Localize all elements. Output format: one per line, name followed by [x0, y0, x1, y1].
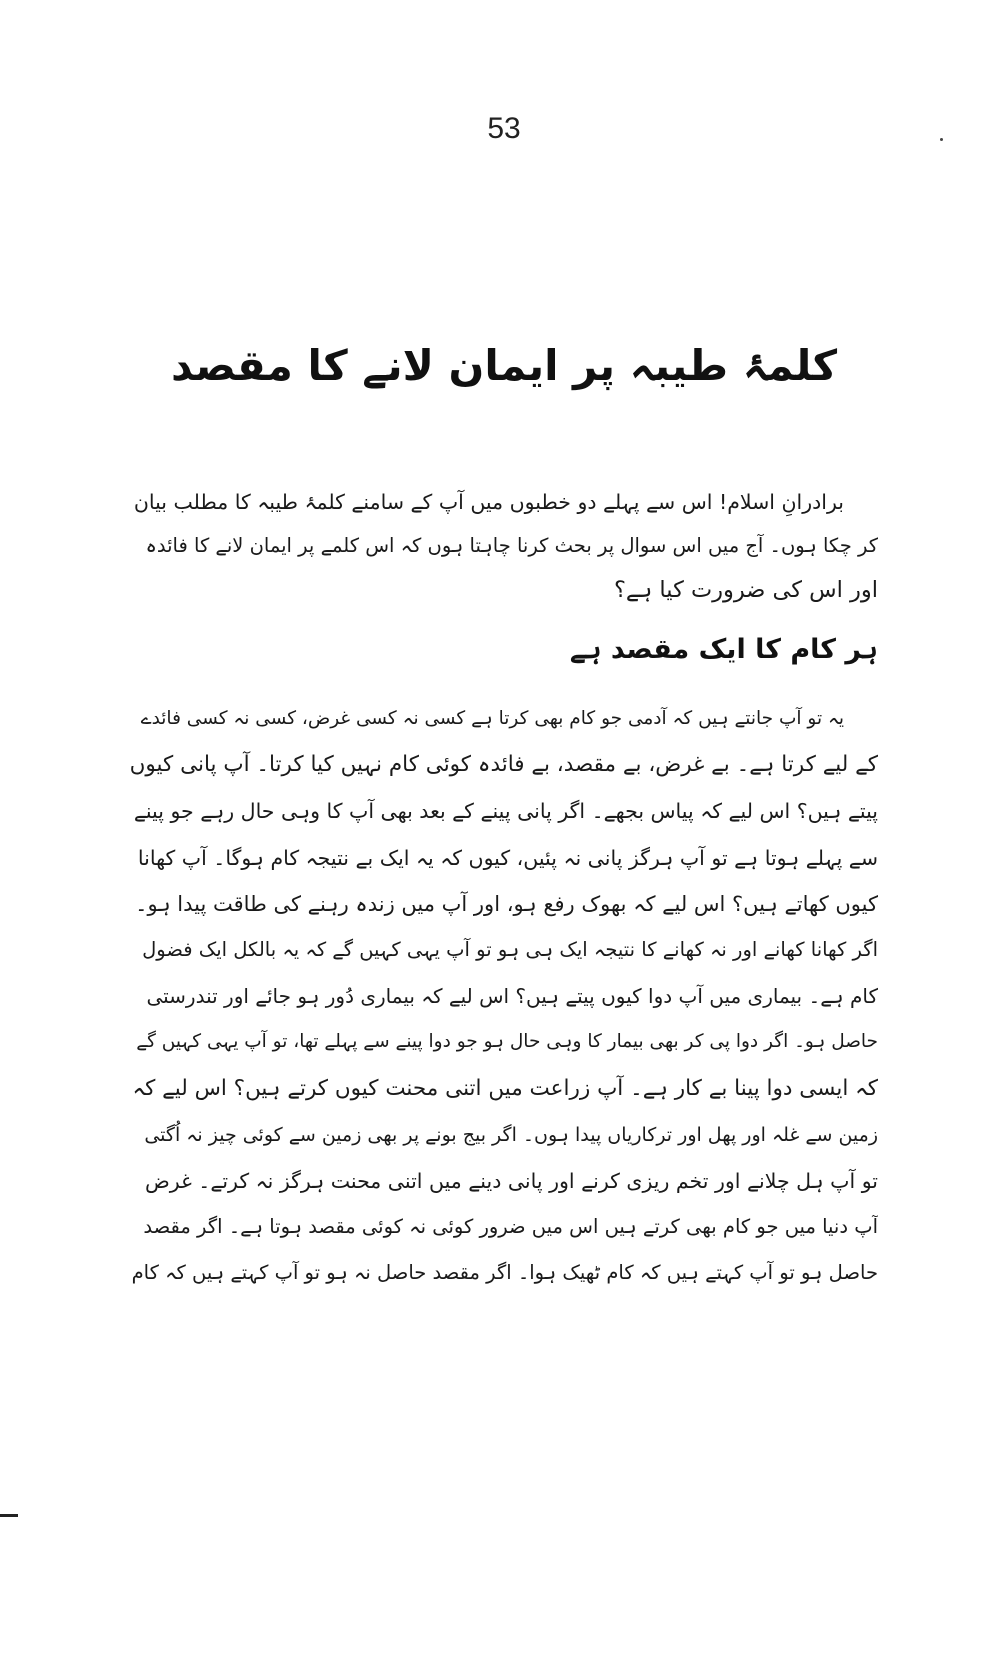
- body-paragraph: [130, 696, 878, 1296]
- paragraph-line: زمین سے غلہ اور پھل اور ترکاریاں پیدا ہوں۔ اگر بیج بونے پر بھی زمین سے کوئی چیز نہ اُگتی: [144, 1123, 878, 1146]
- paragraph-line: کے لیے کرتا ہے۔ بے غرض، بے مقصد، بے فائدہ کوئی کام نہیں کیا کرتا۔ آپ پانی کیوں: [130, 752, 878, 778]
- paragraph-line: سے پہلے ہوتا ہے تو آپ ہرگز پانی نہ پئیں، کیوں کہ یہ ایک بے نتیجہ کام ہوگا۔ آپ کھانا: [137, 845, 878, 870]
- paragraph-line: کام ہے۔ بیماری میں آپ دوا کیوں پیتے ہیں؟ اس لیے کہ بیماری دُور ہو جائے اور تندرستی: [146, 984, 878, 1009]
- paragraph-line: کر چکا ہوں۔ آج میں اس سوال پر بحث کرنا چاہتا ہوں کہ اس کلمے پر ایمان لانے کا فائدہ: [145, 534, 878, 557]
- paragraph-line: اور اس کی ضرورت کیا ہے؟: [613, 577, 878, 603]
- paragraph-line: برادرانِ اسلام! اس سے پہلے دو خطبوں میں آپ کے سامنے کلمۂ طیبہ کا مطلب بیان: [133, 490, 844, 514]
- paragraph-line: حاصل ہو تو آپ کہتے ہیں کہ کام ٹھیک ہوا۔ اگر مقصد حاصل نہ ہو تو آپ کہتے ہیں کہ کام: [131, 1261, 878, 1285]
- section-heading: ہر کام کا ایک مقصد ہے: [569, 634, 878, 665]
- paragraph-line: پیتے ہیں؟ اس لیے کہ پیاس بجھے۔ اگر پانی پینے کے بعد بھی آپ کا وہی حال رہے جو پینے: [133, 799, 878, 824]
- scan-speck: [940, 138, 943, 141]
- chapter-title: کلمۂ طیبہ پر ایمان لانے کا مقصد: [170, 341, 838, 390]
- paragraph-line: آپ دنیا میں جو کام بھی کرتے ہیں اس میں ضرور کوئی نہ کوئی مقصد ہوتا ہے۔ اگر مقصد: [143, 1215, 878, 1239]
- intro-paragraph: [130, 480, 878, 612]
- margin-mark: [0, 1514, 18, 1517]
- paragraph-line: تو آپ ہل چلانے اور تخم ریزی کرنے اور پانی دینے میں اتنی محنت ہرگز نہ کرتے۔ غرض: [144, 1168, 878, 1193]
- paragraph-line: یہ تو آپ جانتے ہیں کہ آدمی جو کام بھی کرتا ہے کسی نہ کسی غرض، کسی نہ کسی فائدے: [140, 708, 844, 729]
- paragraph-line: اگر کھانا کھانے اور نہ کھانے کا نتیجہ ایک ہی ہو تو آپ یہی کہیں گے کہ یہ بالکل ایک فضول: [142, 937, 878, 961]
- paragraph-line: حاصل ہو۔ اگر دوا پی کر بھی بیمار کا وہی حال ہو جو دوا پینے سے پہلے تھا، تو آپ یہی کہیں گے: [136, 1031, 878, 1053]
- page-number: 53: [487, 112, 521, 145]
- paragraph-line: کہ ایسی دوا پینا بے کار ہے۔ آپ زراعت میں اتنی محنت کیوں کرتے ہیں؟ اس لیے کہ: [132, 1075, 878, 1101]
- paragraph-line: کیوں کھاتے ہیں؟ اس لیے کہ بھوک رفع ہو، اور آپ میں زندہ رہنے کی طاقت پیدا ہو۔: [135, 891, 878, 916]
